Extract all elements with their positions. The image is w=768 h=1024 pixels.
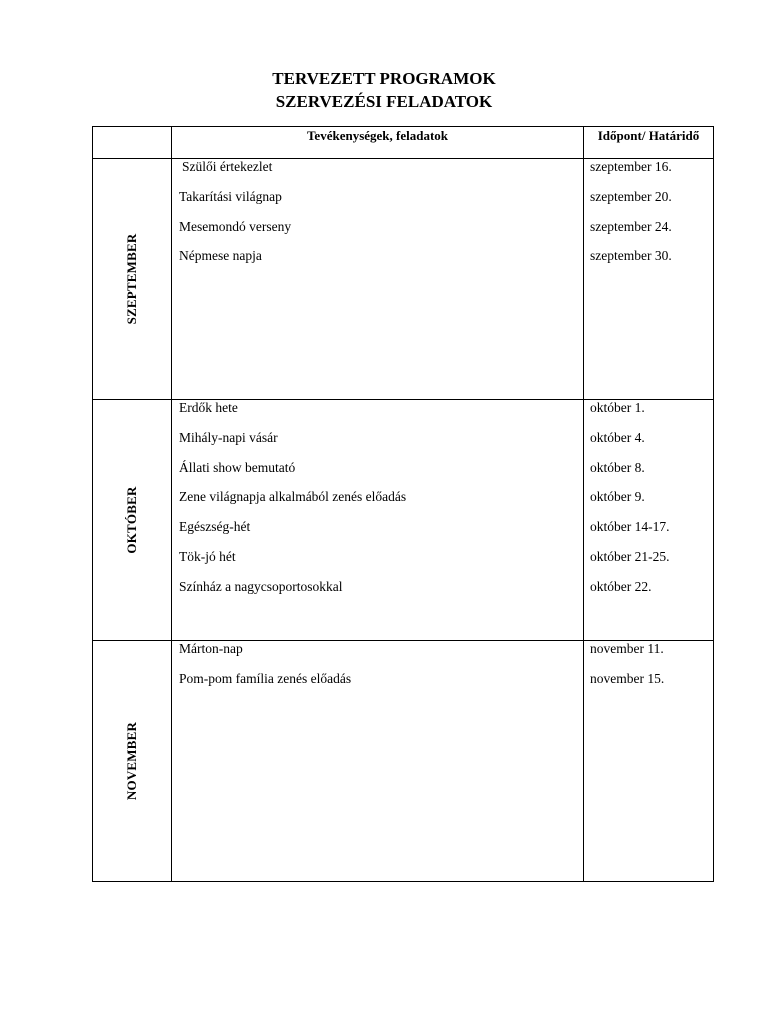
date-item: szeptember 30. xyxy=(590,248,672,264)
month-label: OKTÓBER xyxy=(124,486,139,554)
date-item: október 8. xyxy=(590,459,645,475)
activities-cell xyxy=(172,641,584,882)
date-item: október 4. xyxy=(590,429,645,445)
dates-cell xyxy=(584,400,714,641)
date-item: szeptember 16. xyxy=(590,159,672,174)
month-cell xyxy=(93,641,172,882)
document-title-line-2: SZERVEZÉSI FELADATOK xyxy=(275,92,493,111)
month-label: SZEPTEMBER xyxy=(124,233,139,325)
activity-item: Színház a nagycsoportosokkal xyxy=(179,578,343,594)
program-table xyxy=(92,126,714,882)
activity-item: Állati show bemutató xyxy=(179,459,296,475)
date-item: október 22. xyxy=(590,578,652,594)
table-row xyxy=(93,641,714,882)
table-header-row xyxy=(93,127,714,159)
date-item: november 11. xyxy=(590,641,664,656)
date-item: szeptember 20. xyxy=(590,188,672,204)
activity-item: Zene világnapja alkalmából zenés előadás xyxy=(179,489,407,505)
table-row xyxy=(93,400,714,641)
month-cell xyxy=(93,400,172,641)
activity-item: Pom-pom família zenés előadás xyxy=(179,670,352,686)
date-item: október 1. xyxy=(590,400,645,415)
month-column-header xyxy=(93,127,172,159)
month-cell xyxy=(93,159,172,400)
date-item: november 15. xyxy=(590,670,665,686)
activities-cell xyxy=(172,159,584,400)
activity-item: Egészség-hét xyxy=(179,519,251,535)
activity-item: Szülői értekezlet xyxy=(182,159,273,174)
date-item: október 9. xyxy=(590,489,645,505)
activity-item: Márton-nap xyxy=(179,641,243,656)
activity-item: Népmese napja xyxy=(179,248,262,264)
document-title-line-1: TERVEZETT PROGRAMOK xyxy=(272,69,496,88)
month-label: NOVEMBER xyxy=(124,721,139,801)
activity-item: Mesemondó verseny xyxy=(179,218,292,234)
dates-cell xyxy=(584,641,714,882)
activities-column-header: Tevékenységek, feladatok xyxy=(172,127,584,159)
date-column-header: Időpont/ Határidő xyxy=(584,127,714,159)
activity-item: Mihály-napi vásár xyxy=(179,429,278,445)
activities-cell xyxy=(172,400,584,641)
activity-item: Tök-jó hét xyxy=(179,548,236,564)
date-item: október 21-25. xyxy=(590,548,670,564)
date-item: szeptember 24. xyxy=(590,218,672,234)
table-row xyxy=(93,159,714,400)
date-item: október 14-17. xyxy=(590,519,670,535)
activity-item: Takarítási világnap xyxy=(179,188,282,204)
dates-cell xyxy=(584,159,714,400)
activity-item: Erdők hete xyxy=(179,400,238,415)
